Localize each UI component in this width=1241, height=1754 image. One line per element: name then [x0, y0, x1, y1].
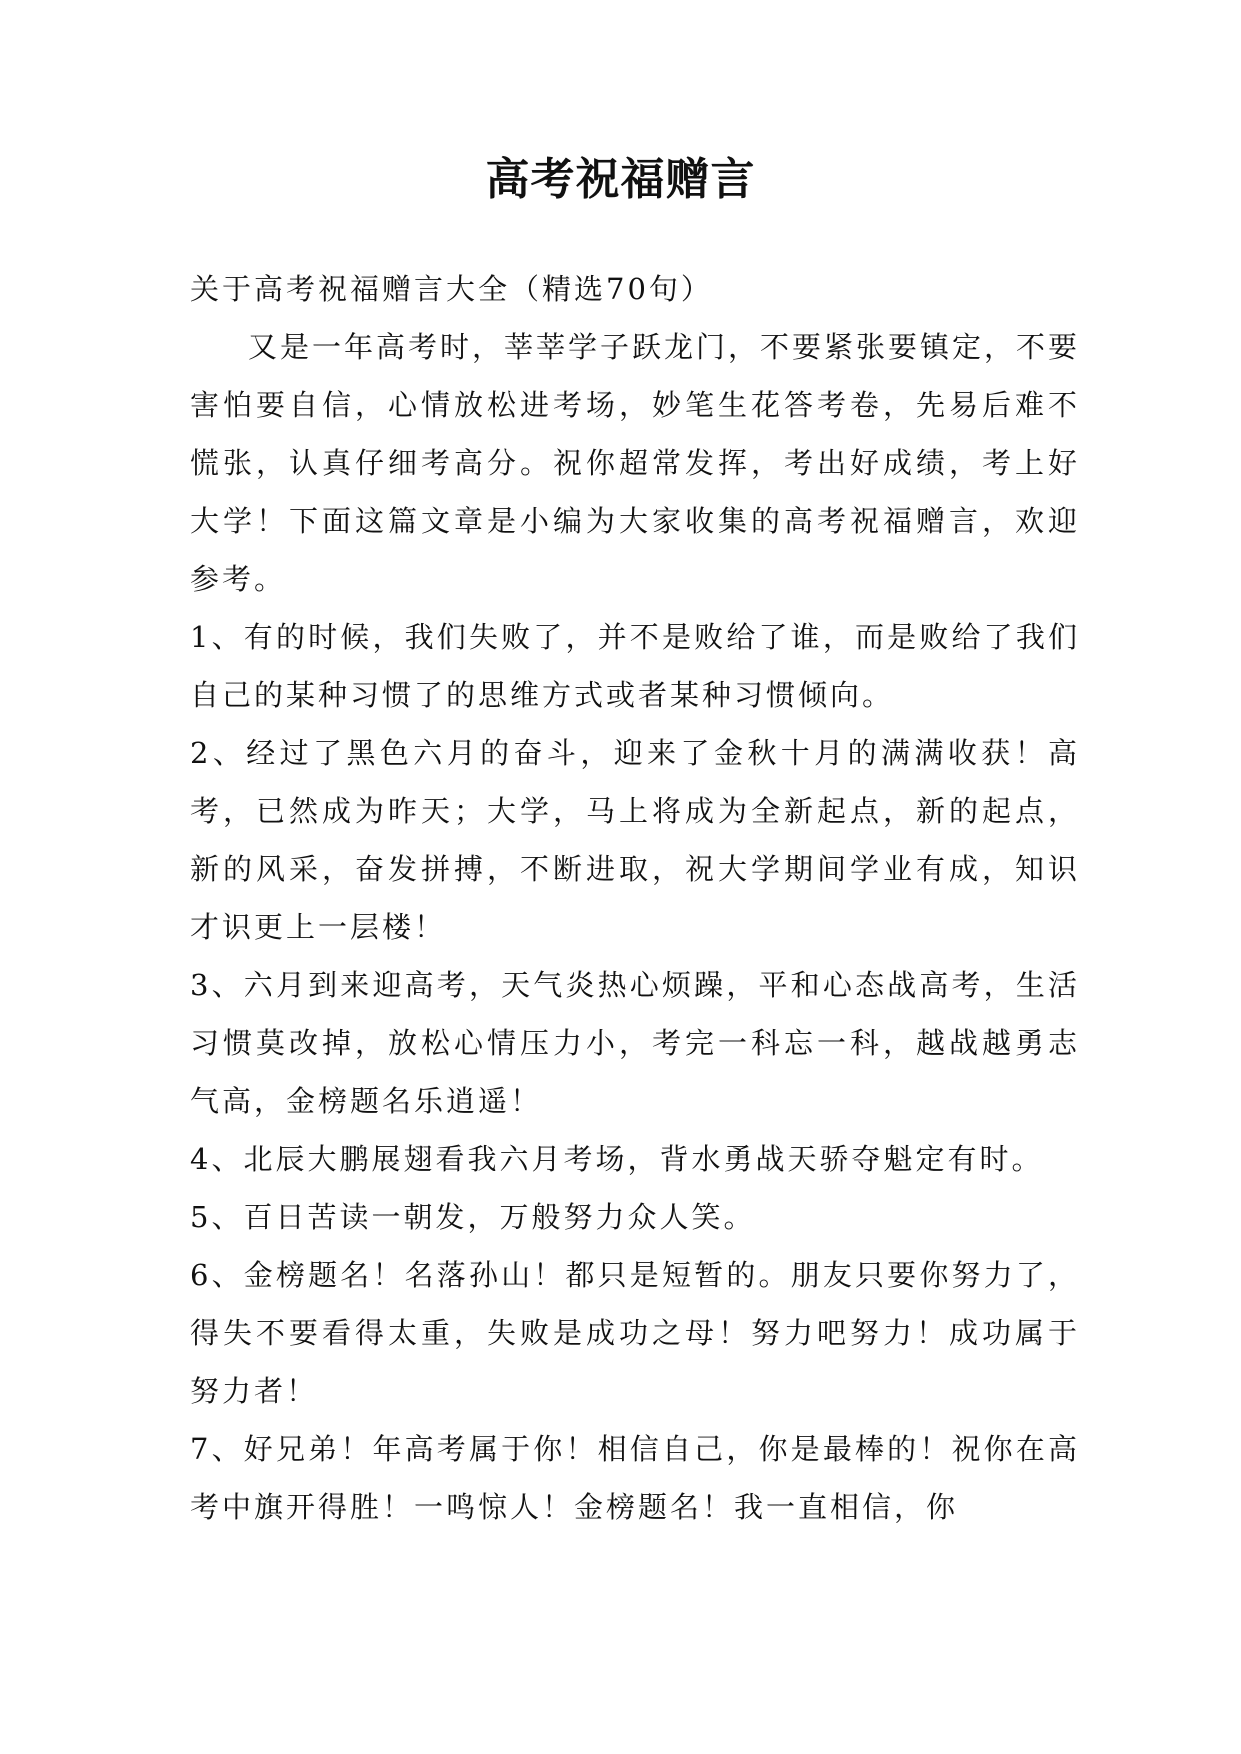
list-item: 4、北辰大鹏展翅看我六月考场，背水勇战天骄夺魁定有时。 — [190, 1142, 1044, 1176]
document-subtitle: 关于高考祝福赠言大全（精选70句） — [190, 272, 713, 306]
list-item: 6、金榜题名！名落孙山！都只是短暂的。朋友只要你努力了，得失不要看得太重，失败是成功之母！努力吧努力！成功属于努力者！ — [190, 1258, 1080, 1408]
document-body — [190, 260, 1080, 1536]
intro-paragraph: 又是一年高考时，莘莘学子跃龙门，不要紧张要镇定，不要害怕要自信，心情放松进考场，妙笔生花答考卷，先易后难不慌张，认真仔细考高分。祝你超常发挥，考出好成绩，考上好大学！下面这篇文章是小编为大家收集的高考祝福赠言，欢迎参考。 — [190, 330, 1081, 596]
list-item: 5、百日苦读一朝发，万般努力众人笑。 — [190, 1200, 756, 1234]
list-item: 3、六月到来迎高考，天气炎热心烦躁，平和心态战高考，生活习惯莫改掉，放松心情压力小，考完一科忘一科，越战越勇志气高，金榜题名乐逍遥！ — [190, 968, 1080, 1118]
document-title: 高考祝福赠言 — [485, 154, 756, 205]
list-item: 1、有的时候，我们失败了，并不是败给了谁，而是败给了我们自己的某种习惯了的思维方式或者某种习惯倾向。 — [190, 620, 1080, 712]
list-item: 2、经过了黑色六月的奋斗，迎来了金秋十月的满满收获！高考，已然成为昨天；大学，马上将成为全新起点，新的起点，新的风采，奋发拼搏，不断进取，祝大学期间学业有成，知识才识更上一层楼！ — [190, 736, 1080, 944]
list-item: 7、好兄弟！年高考属于你！相信自己，你是最棒的！祝你在高考中旗开得胜！一鸣惊人！金榜题名！我一直相信，你 — [190, 1432, 1080, 1524]
